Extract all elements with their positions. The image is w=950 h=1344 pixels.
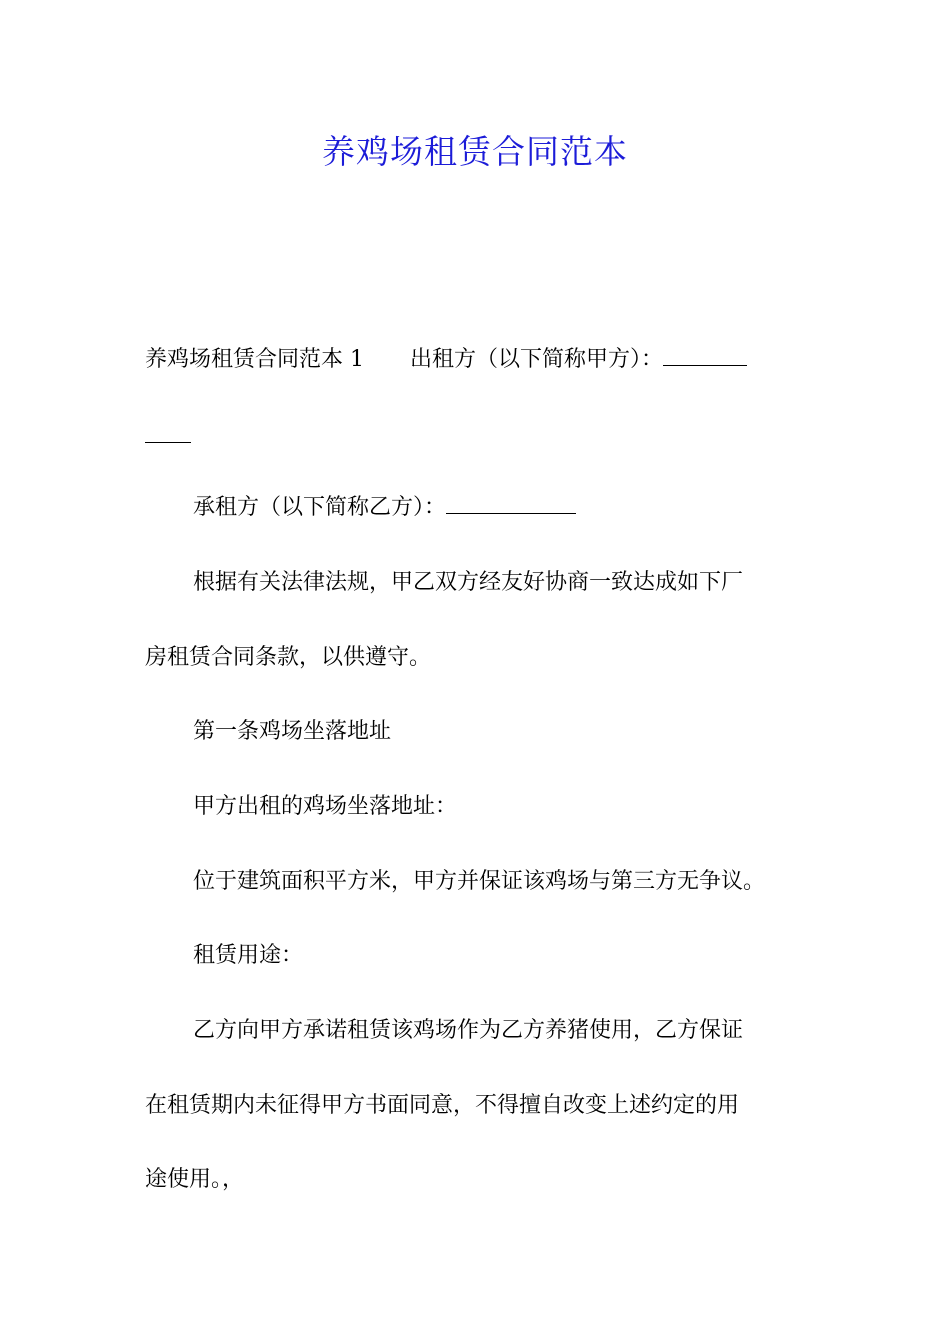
lessee-label: 承租方（以下简称乙方）： bbox=[193, 495, 447, 520]
contract-subtitle: 养鸡场租赁合同范本 1 bbox=[145, 347, 364, 372]
usage-label: 租赁用途： bbox=[193, 943, 304, 968]
lessor-blank-line bbox=[663, 343, 747, 366]
article-1-heading: 第一条鸡场坐落地址 bbox=[193, 719, 392, 744]
usage-paragraph-line-2: 在租赁期内未征得甲方书面同意，不得擅自改变上述约定的用 bbox=[145, 1093, 740, 1118]
address-label: 甲方出租的鸡场坐落地址： bbox=[193, 794, 458, 819]
paragraph-parties-lessor bbox=[145, 343, 810, 377]
lessor-blank-continuation bbox=[145, 420, 810, 454]
lessee-blank-line bbox=[446, 491, 576, 514]
paragraph-lessee bbox=[193, 491, 858, 525]
paragraph-basis-line-1: 根据有关法律法规，甲乙双方经友好协商一致达成如下厂 bbox=[193, 570, 744, 595]
usage-paragraph-line-3: 途使用。， bbox=[145, 1167, 245, 1192]
paragraph-basis-line-2: 房租赁合同条款，以供遵守。 bbox=[145, 645, 432, 670]
document-title: 养鸡场租赁合同范本 bbox=[322, 132, 628, 171]
lessor-label: 出租方（以下简称甲方）： bbox=[410, 347, 664, 372]
lessor-blank-line-continued bbox=[145, 420, 191, 443]
area-statement: 位于建筑面积平方米，甲方并保证该鸡场与第三方无争议。 bbox=[193, 869, 766, 894]
usage-paragraph-line-1: 乙方向甲方承诺租赁该鸡场作为乙方养猪使用，乙方保证 bbox=[193, 1018, 744, 1043]
